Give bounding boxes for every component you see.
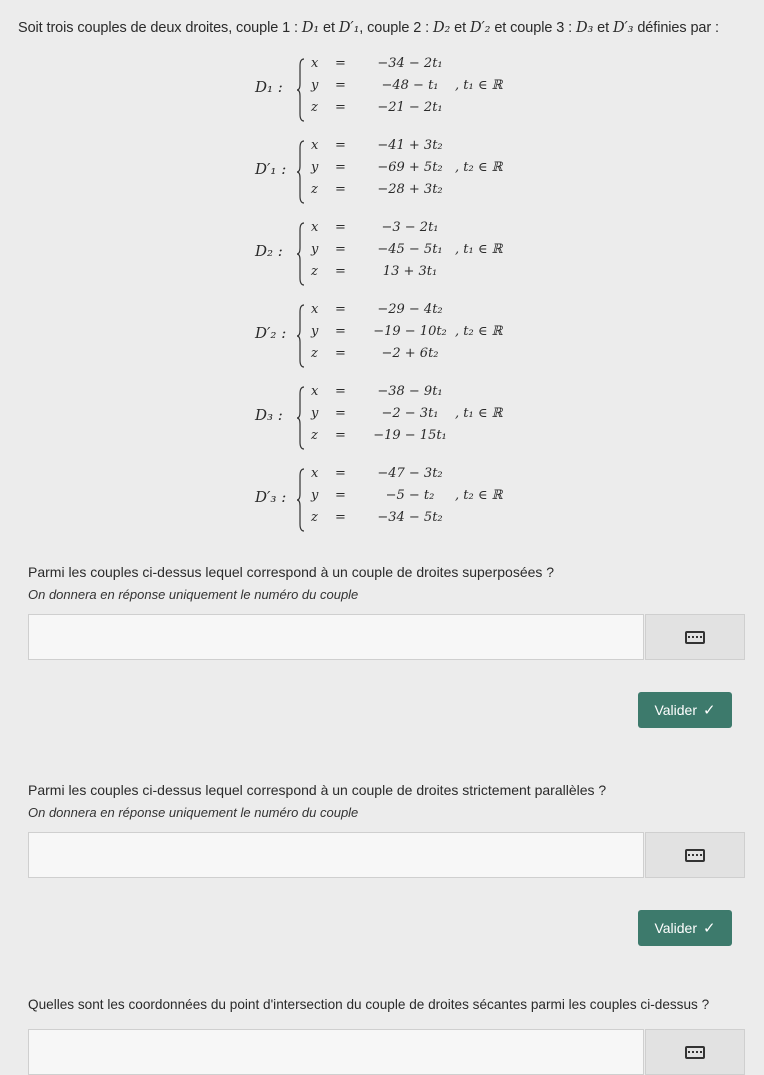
equals: = xyxy=(335,510,346,525)
rhs-z: −21 − 2t₁ xyxy=(377,100,443,115)
line-system-d3 xyxy=(255,384,575,456)
var-z: z xyxy=(311,346,318,361)
keyboard-button-3[interactable] xyxy=(645,1029,745,1075)
var-x: x xyxy=(311,138,319,153)
check-icon: ✓ xyxy=(702,920,716,937)
equals: = xyxy=(335,466,346,481)
system-name: D₂ : xyxy=(255,242,283,260)
brace-icon xyxy=(297,140,305,204)
brace-icon xyxy=(297,386,305,450)
intro-part: définies par : xyxy=(633,20,719,36)
rhs-x: −34 − 2t₁ xyxy=(377,56,443,71)
var-z: z xyxy=(311,264,318,279)
param-domain: , t₁ ∈ ℝ xyxy=(455,406,503,421)
param-domain: , t₂ ∈ ℝ xyxy=(455,160,503,175)
var-y: y xyxy=(311,160,319,175)
line-label: D′₃ xyxy=(612,20,634,36)
intro-part: et couple 3 : xyxy=(490,20,576,36)
equals: = xyxy=(335,56,346,71)
var-y: y xyxy=(311,324,319,339)
rhs-z: 13 + 3t₁ xyxy=(382,264,438,279)
param-domain: , t₂ ∈ ℝ xyxy=(455,324,503,339)
system-name: D′₂ : xyxy=(255,324,287,342)
var-y: y xyxy=(311,488,319,503)
line-label: D₂ xyxy=(432,20,451,36)
rhs-z: −19 − 15t₁ xyxy=(373,428,447,443)
rhs-x: −38 − 9t₁ xyxy=(377,384,443,399)
intro-part: et xyxy=(450,20,470,36)
equals: = xyxy=(335,302,346,317)
line-label: D′₂ xyxy=(469,20,491,36)
intro-part: et xyxy=(319,20,339,36)
brace-icon xyxy=(297,222,305,286)
equals: = xyxy=(335,160,346,175)
equals: = xyxy=(335,406,346,421)
rhs-y: −19 − 10t₂ xyxy=(373,324,447,339)
equals: = xyxy=(335,220,346,235)
line-system-d2-prime xyxy=(255,302,575,374)
keyboard-icon xyxy=(685,1046,705,1059)
keyboard-button-1[interactable] xyxy=(645,614,745,660)
equals: = xyxy=(335,428,346,443)
keyboard-button-2[interactable] xyxy=(645,832,745,878)
question-2: Parmi les couples ci-dessus lequel correspond à un couple de droites strictement parallèles ? xyxy=(28,782,607,798)
rhs-z: −28 + 3t₂ xyxy=(377,182,443,197)
intro-part: et xyxy=(593,20,613,36)
intro-part: , couple 2 : xyxy=(359,20,433,36)
equals: = xyxy=(335,264,346,279)
keyboard-icon xyxy=(685,849,705,862)
line-system-d2 xyxy=(255,220,575,292)
var-y: y xyxy=(311,78,319,93)
line-label: D′₁ xyxy=(338,20,360,36)
var-y: y xyxy=(311,242,319,257)
var-z: z xyxy=(311,428,318,443)
answer-input-3[interactable] xyxy=(28,1029,644,1075)
brace-icon xyxy=(297,304,305,368)
equals: = xyxy=(335,242,346,257)
brace-icon xyxy=(297,58,305,122)
param-domain: , t₁ ∈ ℝ xyxy=(455,78,503,93)
equals: = xyxy=(335,384,346,399)
rhs-y: −69 + 5t₂ xyxy=(377,160,443,175)
equals: = xyxy=(335,324,346,339)
answer-input-2[interactable] xyxy=(28,832,644,878)
equals: = xyxy=(335,100,346,115)
param-domain: , t₂ ∈ ℝ xyxy=(455,488,503,503)
var-x: x xyxy=(311,466,319,481)
var-z: z xyxy=(311,100,318,115)
rhs-x: −47 − 3t₂ xyxy=(377,466,443,481)
var-x: x xyxy=(311,302,319,317)
equals: = xyxy=(335,182,346,197)
var-y: y xyxy=(311,406,319,421)
var-x: x xyxy=(311,220,319,235)
answer-input-1[interactable] xyxy=(28,614,644,660)
question-2-hint: On donnera en réponse uniquement le numéro du couple xyxy=(28,805,359,820)
system-name: D′₁ : xyxy=(255,160,287,178)
rhs-y: −45 − 5t₁ xyxy=(377,242,443,257)
equals: = xyxy=(335,78,346,93)
rhs-y: −5 − t₂ xyxy=(385,488,435,503)
valider-label: Valider xyxy=(654,702,697,718)
line-system-d1-prime xyxy=(255,138,575,210)
system-name: D′₃ : xyxy=(255,488,287,506)
rhs-y: −48 − t₁ xyxy=(381,78,439,93)
intro-text xyxy=(18,20,758,36)
rhs-x: −29 − 4t₂ xyxy=(377,302,443,317)
question-1: Parmi les couples ci-dessus lequel correspond à un couple de droites superposées ? xyxy=(28,564,555,580)
system-name: D₁ : xyxy=(255,78,283,96)
rhs-z: −34 − 5t₂ xyxy=(377,510,443,525)
line-label: D₁ xyxy=(301,20,320,36)
rhs-x: −41 + 3t₂ xyxy=(377,138,443,153)
equals: = xyxy=(335,346,346,361)
valider-button-1[interactable] xyxy=(638,692,732,728)
line-system-d1 xyxy=(255,56,575,128)
system-name: D₃ : xyxy=(255,406,283,424)
param-domain: , t₁ ∈ ℝ xyxy=(455,242,503,257)
check-icon: ✓ xyxy=(702,702,716,719)
question-3: Quelles sont les coordonnées du point d'intersection du couple de droites sécantes parmi les couples ci-dessus ? xyxy=(28,997,710,1012)
brace-icon xyxy=(297,468,305,532)
rhs-x: −3 − 2t₁ xyxy=(381,220,439,235)
var-x: x xyxy=(311,384,319,399)
var-x: x xyxy=(311,56,319,71)
equals: = xyxy=(335,138,346,153)
var-z: z xyxy=(311,510,318,525)
equals: = xyxy=(335,488,346,503)
valider-button-2[interactable] xyxy=(638,910,732,946)
keyboard-icon xyxy=(685,631,705,644)
line-system-d3-prime xyxy=(255,466,575,538)
question-1-hint: On donnera en réponse uniquement le numéro du couple xyxy=(28,587,359,602)
valider-label: Valider xyxy=(654,920,697,936)
var-z: z xyxy=(311,182,318,197)
line-label: D₃ xyxy=(575,20,594,36)
rhs-y: −2 − 3t₁ xyxy=(381,406,439,421)
intro-part: Soit trois couples de deux droites, couple 1 : xyxy=(18,20,302,36)
rhs-z: −2 + 6t₂ xyxy=(381,346,439,361)
